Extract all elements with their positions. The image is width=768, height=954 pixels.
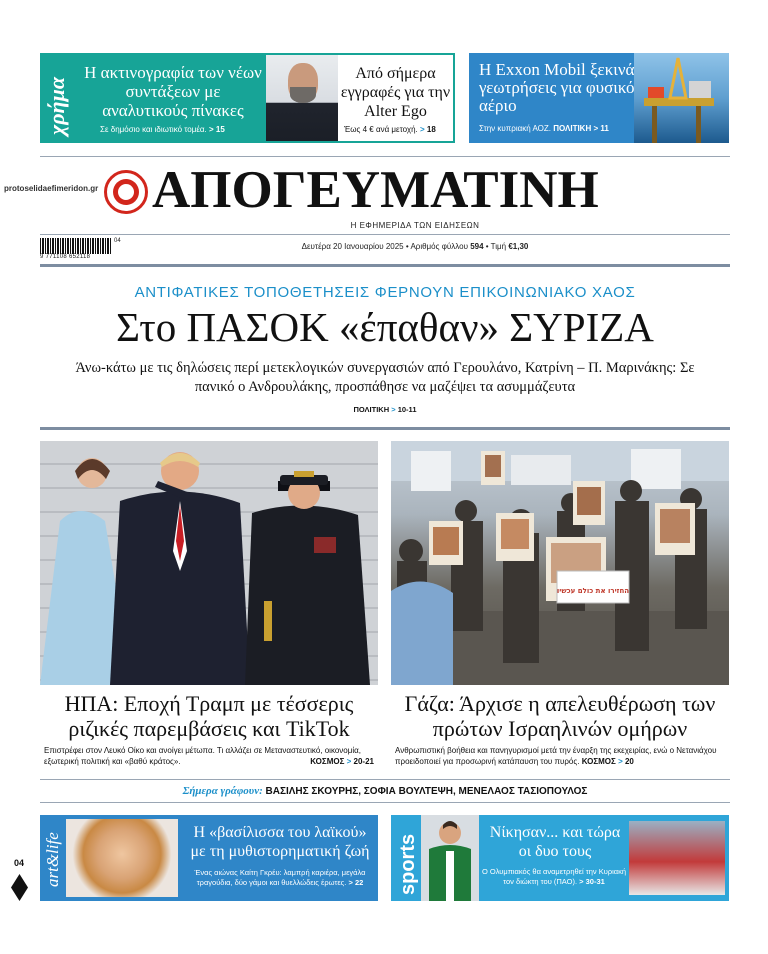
divider (40, 264, 730, 267)
section-tab-money: χρήμα (42, 55, 72, 141)
promo-subtitle: Ο Ολυμπιακός θα αναμετρηθεί την Κυριακή τον διώκτη του (ΠΑΟ). > 30-31 (481, 867, 627, 886)
site-watermark: protoselidaefimeridon.gr (4, 184, 99, 193)
promo-subtitle: Έως 4 € ανά μετοχή. > 18 (344, 125, 436, 134)
diamond-icon (11, 874, 28, 901)
portrait-photo (266, 55, 338, 141)
beard-shape (290, 87, 316, 103)
divider (40, 802, 730, 803)
promo-exxon[interactable] (469, 53, 729, 143)
lead-deck: Άνω-κάτω με τις δηλώσεις περί μετεκλογικών συνεργασιών από Γερουλάνο, Κατρίνη – Π. Μαρινάκης: Σε πανικό ο Ανδρουλάκης, προσπάθησε να μαζέψει τα ασυμμάζευτα (75, 360, 695, 395)
promo-alterego[interactable] (338, 55, 453, 141)
barcode-icon (40, 238, 112, 254)
section-tab-artlife: art&life (40, 815, 64, 901)
story-headline-gaza[interactable]: Γάζα: Άρχισε η απελευθέρωση των πρώτων Ισραηλινών ομήρων (404, 691, 716, 741)
dateline: Δευτέρα 20 Ιανουαρίου 2025 • Αριθμός φύλλου 594 • Τιμή €1,30 (301, 242, 529, 251)
story-body-gaza: Ανθρωπιστική βοήθεια και πανηγυρισμοί μετά την έναρξη της εκεχειρίας, ενώ ο Νετανιάχου προειδοποιεί για προσωρινή κατάπαυση του πυρός. ΚΟΣΜΟΣ > 20 (395, 746, 717, 766)
barcode-number: 9 771108 652118 (40, 254, 91, 260)
footballer-photo (421, 815, 479, 901)
promo-title: Η Exxon Mobil ξεκινά γεωτρήσεις για φυσικό αέριο (479, 60, 635, 115)
promo-title: Η ακτινογραφία των νέων συντάξεων με αναλυτικούς πίνακες (84, 63, 262, 120)
player-figure (421, 815, 479, 901)
promo-subtitle: Στην κυπριακή ΑΟΖ. ΠΟΛΙΤΙΚΗ > 11 (479, 124, 609, 133)
promo-sports[interactable]: sports Νίκησαν... και τώρα οι δυο τους Ο Ολυμπιακός θα αναμετρηθεί την Κυριακή τον διώκτη του (ΠΑΟ). > 30-31 (391, 815, 729, 901)
promo-pensions[interactable] (40, 53, 455, 143)
promo-subtitle: Ένας αιώνας Καίτη Γκρέυ: λαμπρή καριέρα, μεγάλα τραγούδια, δύο γάμοι και θυελλώδεις έρωτες. > 22 (194, 868, 366, 887)
inauguration-figures (40, 441, 378, 685)
page-number: 04 (14, 858, 25, 868)
protest-sign-text: החזירו את כולם עכשיו (556, 587, 630, 595)
lead-kicker: ΑΝΤΙΦΑΤΙΚΕΣ ΤΟΠΟΘΕΤΗΣΕΙΣ ΦΕΡΝΟΥΝ ΕΠΙΚΟΙΝΩΝΙΑΚΟ ΧΑΟΣ (134, 284, 636, 301)
divider (40, 427, 730, 430)
lead-headline[interactable]: Στο ΠΑΣΟΚ «έπαθαν» ΣΥΡΙΖΑ (116, 304, 654, 350)
newspaper-logo-icon (104, 170, 148, 214)
promo-subtitle: Σε δημόσιο και ιδιωτικό τομέα. > 15 (100, 125, 225, 134)
singer-portrait (66, 819, 178, 897)
masthead-tagline: Η ΕΦΗΜΕΡΙΔΑ ΤΩΝ ΕΙΔΗΣΕΩΝ (350, 221, 480, 230)
today-writers: Σήμερα γράφουν: ΒΑΣΙΛΗΣ ΣΚΟΥΡΗΣ, ΣΟΦΙΑ ΒΟΥΛΤΕΨΗ, ΜΕΝΕΛΑΟΣ ΤΑΣΙΟΠΟΥΛΟΣ (182, 785, 588, 797)
gaza-protest-photo[interactable] (391, 441, 729, 685)
promo-kaiti-grey[interactable] (40, 815, 378, 901)
celebration-photo (629, 821, 725, 895)
protest-crowd (391, 441, 729, 685)
story-body-usa: Επιστρέφει στον Λευκό Οίκο και ανοίγει μέτωπα. Τι αλλάζει σε Μεταναστευτικό, οικονομία, εξωτερική πολιτική και «βαθύ κράτος». ΚΟΣΜΟΣ > 20-21 (44, 746, 374, 766)
promo-title: Η «βασίλισσα του λαϊκού» με τη μυθιστορηματική ζωή (190, 824, 370, 860)
lead-page-ref[interactable]: ΠΟΛΙΤΙΚΗ > 10-11 (353, 405, 417, 414)
barcode-addon: 04 (114, 238, 121, 244)
inauguration-photo[interactable] (40, 441, 378, 685)
divider (40, 234, 730, 235)
divider (40, 779, 730, 780)
divider (40, 156, 730, 157)
promo-title: Από σήμερα εγγραφές για την Alter Ego (340, 65, 451, 120)
masthead-title: ΑΠΟΓΕΥΜΑΤΙΝΗ (152, 161, 599, 219)
story-headline-usa[interactable]: ΗΠΑ: Εποχή Τραμπ με τέσσερις ριζικές παρεμβάσεις και TikTok (64, 691, 354, 741)
promo-title: Νίκησαν... και τώρα οι δυο τους (489, 824, 621, 860)
